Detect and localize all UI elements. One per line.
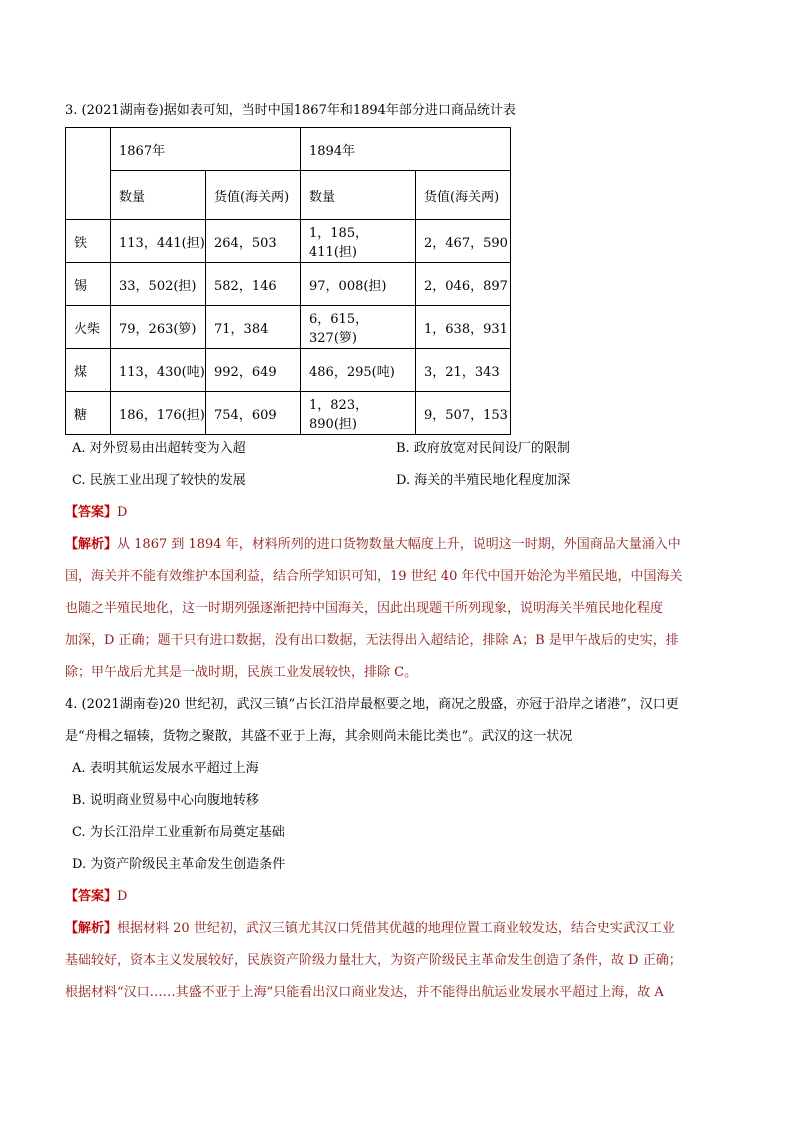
answer-tag: 【答案】 [65,505,118,520]
q3-option-c: C. 民族工业出现了较快的发展 [72,473,246,488]
cell: 264，503 [206,220,301,263]
cell: 71，384 [206,306,301,349]
row-item: 糖 [66,392,111,435]
import-stats-table [65,127,511,435]
cell: 754，609 [206,392,301,435]
q3-analysis-line-1 [65,537,681,553]
q4-answer [65,889,127,905]
q3-analysis-line-2: 国，海关并不能有效维护本国利益，结合所学知识可知，19 世纪 40 年代中国开始沦为半殖民地，中国海关 [65,569,683,584]
q3-option-d: D. 海关的半殖民地化程度加深 [396,473,571,488]
cell: 6，615，327(箩) [301,306,416,349]
cell: 33，502(担) [111,263,206,306]
cell: 992，649 [206,349,301,392]
q3-analysis-line-5: 除；甲午战后尤其是一战时期，民族工业发展较快，排除 C。 [65,665,418,680]
cell: 486，295(吨) [301,349,416,392]
q4-analysis-line-3: 根据材料“汉口……其盛不亚于上海”只能看出汉口商业发达，并不能得出航运业发展水平超过上海，故 A [65,985,664,1000]
q4-option-a: A. 表明其航运发展水平超过上海 [72,761,259,776]
year-header-1894: 1894年 [301,128,511,171]
q3-stem: 3. (2021湖南卷)据如表可知，当时中国1867年和1894年部分进口商品统计表 [65,103,516,118]
q4-analysis-line-1 [65,921,675,937]
cell: 1，823，890(担) [301,392,416,435]
q4-option-d: D. 为资产阶级民主革命发生创造条件 [72,857,286,872]
cell: 97，008(担) [301,263,416,306]
analysis-text: 从 1867 到 1894 年，材料所列的进口货物数量大幅度上升，说明这一时期，外国商品大量涌入中 [117,537,681,552]
q3-option-b: B. 政府放宽对民间设厂的限制 [396,441,570,456]
sub-header-value: 货值(海关两) [206,171,301,220]
q4-analysis-line-2: 基础较好，资本主义发展较好，民族资产阶级力量壮大，为资产阶级民主革命发生创造了条件，故 D 正确； [65,953,682,968]
q4-stem-line-1: 4. (2021湖南卷)20 世纪初，武汉三镇“占长江沿岸最枢要之地，商况之殷盛，亦冠于沿岸之诸港”，汉口更 [65,697,679,712]
cell: 1，638，931 [416,306,511,349]
table-row [66,349,511,392]
row-item: 铁 [66,220,111,263]
answer-value: D [117,889,128,904]
cell: 79，263(箩) [111,306,206,349]
sub-header-value: 货值(海关两) [416,171,511,220]
cell: 2，467，590 [416,220,511,263]
analysis-tag: 【解析】 [65,921,118,936]
row-item: 煤 [66,349,111,392]
row-item: 锡 [66,263,111,306]
row-item: 火柴 [66,306,111,349]
q4-option-b: B. 说明商业贸易中心向腹地转移 [72,793,259,808]
cell: 1，185，411(担) [301,220,416,263]
q3-answer [65,505,127,521]
cell: 582，146 [206,263,301,306]
cell: 186，176(担) [111,392,206,435]
year-header-1867: 1867年 [111,128,301,171]
cell: 3，21，343 [416,349,511,392]
sub-header-quantity: 数量 [301,171,416,220]
analysis-tag: 【解析】 [65,537,118,552]
table-row [66,392,511,435]
cell: 2，046，897 [416,263,511,306]
q3-analysis-line-4: 加深，D 正确；题干只有进口数据，没有出口数据，无法得出入超结论，排除 A；B 是甲午战后的史实，排 [65,633,679,648]
analysis-text: 根据材料 20 世纪初，武汉三镇尤其汉口凭借其优越的地理位置工商业较发达，结合史实武汉工业 [117,921,675,936]
table-corner-cell [66,128,111,220]
answer-tag: 【答案】 [65,889,118,904]
sub-header-quantity: 数量 [111,171,206,220]
q3-analysis-line-3: 也随之半殖民地化，这一时期列强逐渐把持中国海关，因此出现题干所列现象，说明海关半殖民地化程度 [65,601,664,616]
table-row [66,220,511,263]
answer-value: D [117,505,128,520]
table-row [66,263,511,306]
cell: 9，507，153 [416,392,511,435]
q4-option-c: C. 为长江沿岸工业重新布局奠定基础 [72,825,285,840]
table-row [66,306,511,349]
q4-stem-line-2: 是“舟楫之辐辏，货物之聚散，其盛不亚于上海，其余则尚未能比类也”。武汉的这一状况 [65,729,573,744]
q3-option-a: A. 对外贸易由出超转变为入超 [72,441,246,456]
cell: 113，441(担) [111,220,206,263]
cell: 113，430(吨) [111,349,206,392]
